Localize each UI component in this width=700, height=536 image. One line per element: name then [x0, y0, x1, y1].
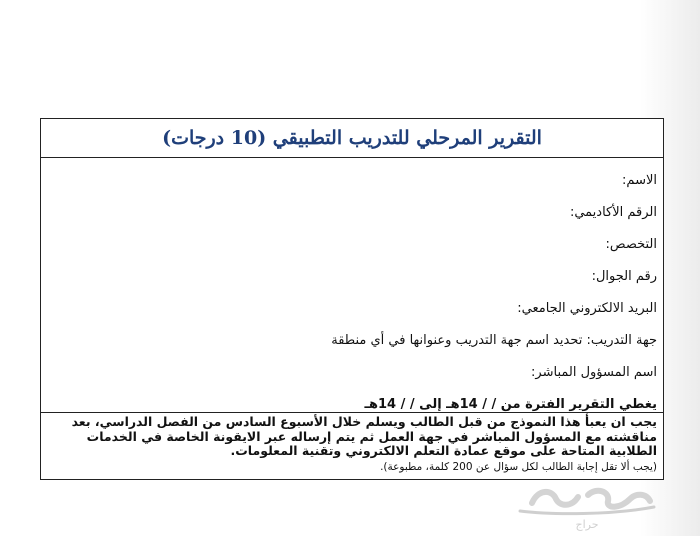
field-mobile-label: رقم الجوال:	[591, 269, 657, 284]
watermark-text: حراج	[575, 518, 599, 531]
field-academic-id	[47, 188, 657, 220]
word-count-footnote: (يجب ألا تقل إجابة الطالب لكل سؤال عن 200 كلمة، مطبوعة).	[380, 460, 657, 473]
field-direct-supervisor-label: اسم المسؤول المباشر:	[531, 365, 657, 380]
field-direct-supervisor	[47, 348, 657, 380]
field-training-entity	[47, 316, 657, 348]
haraj-logo-icon	[512, 481, 662, 519]
form-title: التقرير المرحلي للتدريب التطبيقي (10 درجات)	[162, 127, 542, 149]
form-title-row	[41, 119, 663, 158]
haraj-watermark	[512, 481, 662, 530]
field-training-entity-label: جهة التدريب: تحديد اسم جهة التدريب وعنوانها في أي منطقة	[331, 333, 657, 348]
field-academic-id-label: الرقم الأكاديمي:	[569, 205, 657, 220]
field-report-period	[47, 380, 657, 412]
field-major	[47, 220, 657, 252]
field-name	[47, 158, 657, 188]
field-name-label: الاسم:	[622, 173, 657, 188]
form-fields	[41, 158, 663, 412]
instructions-text: يجب ان يعبأ هذا النموذج من قبل الطالب ويسلم خلال الأسبوع السادس من الفصل الدراسي، بعد مناقشته مع المسؤول المباشر في جهة العمل ثم يتم إرساله عبر الايقونة الخاصة في الخدمات الطلابية المتاحة على موقع عمادة التعلم الالكتروني وتقنية المعلومات.	[71, 414, 657, 458]
report-form	[40, 118, 664, 480]
field-university-email-label: البريد الالكتروني الجامعي:	[517, 301, 657, 316]
instructions-box	[41, 412, 663, 474]
field-major-label: التخصص:	[605, 237, 657, 252]
field-report-period-label: يغطي التقرير الفترة من / / 14هـ إلى / / 14هـ	[364, 397, 657, 412]
field-mobile	[47, 252, 657, 284]
field-university-email	[47, 284, 657, 316]
